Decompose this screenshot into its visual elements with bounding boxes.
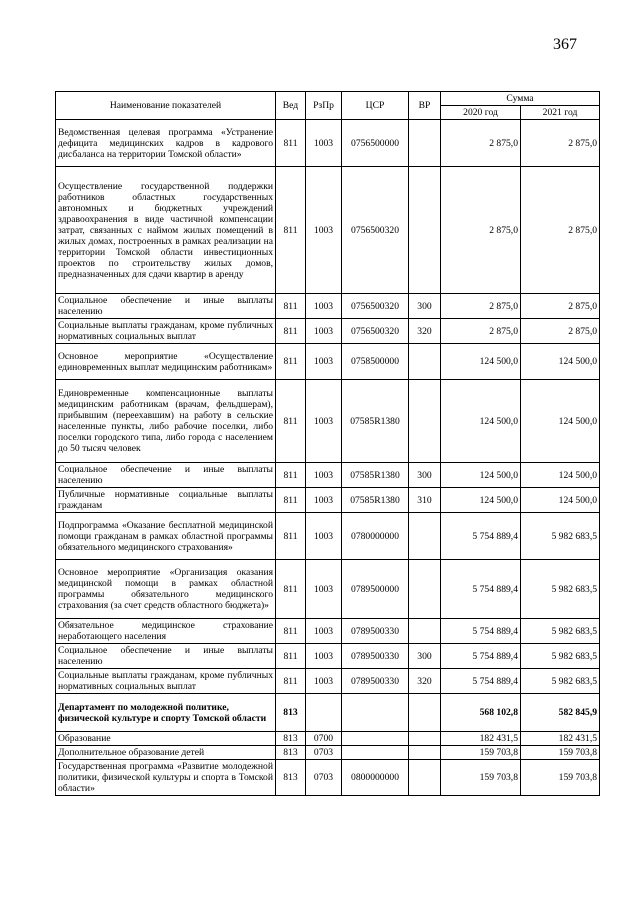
row-amount-2021: 2 875,0 xyxy=(521,167,600,294)
row-amount-2021: 159 703,8 xyxy=(521,760,600,796)
row-vr xyxy=(409,760,441,796)
row-amount-2020: 2 875,0 xyxy=(441,167,521,294)
header-sum: Сумма xyxy=(441,92,600,106)
table-row xyxy=(56,560,600,619)
row-csr: 0780000000 xyxy=(342,513,409,560)
row-rzpr: 1003 xyxy=(306,167,342,294)
row-rzpr: 1003 xyxy=(306,644,342,669)
row-rzpr: 0703 xyxy=(306,760,342,796)
table-header-row xyxy=(56,92,600,106)
row-rzpr: 1003 xyxy=(306,619,342,644)
row-csr: 0758500000 xyxy=(342,344,409,380)
row-amount-2020: 568 102,8 xyxy=(441,694,521,732)
row-amount-2021: 124 500,0 xyxy=(521,488,600,513)
table-row xyxy=(56,644,600,669)
table-row xyxy=(56,319,600,344)
row-rzpr: 1003 xyxy=(306,294,342,319)
row-ved: 813 xyxy=(276,694,306,732)
row-ved: 811 xyxy=(276,644,306,669)
row-name: Публичные нормативные социальные выплаты гражданам xyxy=(56,488,276,513)
row-ved: 811 xyxy=(276,560,306,619)
row-vr: 320 xyxy=(409,319,441,344)
row-csr: 0789500330 xyxy=(342,669,409,694)
row-amount-2021: 2 875,0 xyxy=(521,294,600,319)
row-name: Подпрограмма «Оказание бесплатной медицинской помощи гражданам в рамках областной программы обязательного медицинского страхования» xyxy=(56,513,276,560)
row-amount-2020: 2 875,0 xyxy=(441,319,521,344)
row-csr: 0756500000 xyxy=(342,120,409,167)
row-amount-2020: 5 754 889,4 xyxy=(441,560,521,619)
row-name: Образование xyxy=(56,732,276,746)
row-ved: 811 xyxy=(276,488,306,513)
row-rzpr: 1003 xyxy=(306,319,342,344)
row-rzpr: 0700 xyxy=(306,732,342,746)
row-csr xyxy=(342,746,409,760)
row-ved: 811 xyxy=(276,344,306,380)
row-ved: 813 xyxy=(276,732,306,746)
row-rzpr: 1003 xyxy=(306,669,342,694)
row-amount-2021: 124 500,0 xyxy=(521,463,600,488)
row-name: Социальное обеспечение и иные выплаты населению xyxy=(56,644,276,669)
row-name: Ведомственная целевая программа «Устранение дефицита медицинских кадров в кадрового дисбаланса на территории Томской области» xyxy=(56,120,276,167)
budget-table xyxy=(55,91,600,796)
row-vr xyxy=(409,513,441,560)
row-rzpr: 1003 xyxy=(306,344,342,380)
row-amount-2021: 5 982 683,5 xyxy=(521,560,600,619)
header-ved: Вед xyxy=(276,92,306,120)
row-amount-2020: 182 431,5 xyxy=(441,732,521,746)
row-name: Социальное обеспечение и иные выплаты населению xyxy=(56,294,276,319)
table-row xyxy=(56,513,600,560)
row-amount-2020: 2 875,0 xyxy=(441,120,521,167)
row-amount-2020: 124 500,0 xyxy=(441,488,521,513)
header-year-2020: 2020 год xyxy=(441,106,521,120)
header-vr: ВР xyxy=(409,92,441,120)
row-vr: 300 xyxy=(409,463,441,488)
header-rzpr: РзПр xyxy=(306,92,342,120)
table-row xyxy=(56,167,600,294)
row-amount-2021: 182 431,5 xyxy=(521,732,600,746)
row-amount-2021: 5 982 683,5 xyxy=(521,644,600,669)
table-row xyxy=(56,760,600,796)
table-row xyxy=(56,120,600,167)
row-name: Государственная программа «Развитие молодежной политики, физической культуры и спорта в Томской области» xyxy=(56,760,276,796)
row-csr: 07585R1380 xyxy=(342,488,409,513)
row-amount-2020: 5 754 889,4 xyxy=(441,644,521,669)
row-ved: 811 xyxy=(276,513,306,560)
row-vr xyxy=(409,167,441,294)
row-csr xyxy=(342,694,409,732)
row-amount-2021: 5 982 683,5 xyxy=(521,513,600,560)
row-amount-2020: 159 703,8 xyxy=(441,760,521,796)
header-name: Наименование показателей xyxy=(56,92,276,120)
row-ved: 811 xyxy=(276,319,306,344)
row-csr: 0756500320 xyxy=(342,294,409,319)
row-name: Основное мероприятие «Осуществление единовременных выплат медицинским работникам» xyxy=(56,344,276,380)
row-name: Департамент по молодежной политике, физической культуре и спорту Томской области xyxy=(56,694,276,732)
row-ved: 811 xyxy=(276,120,306,167)
row-ved: 811 xyxy=(276,619,306,644)
row-name: Осуществление государственной поддержки работников областных государственных автономных и бюджетных учреждений здравоохранения в виде частичной компенсации затрат, связанных с наймом жилых помещений в жилых домах, построенных в рамках реализации на территории Томской области инвестиционных проектов по строительству жилых домов, предназначенных для сдачи квартир в аренду xyxy=(56,167,276,294)
row-rzpr: 1003 xyxy=(306,380,342,463)
row-csr xyxy=(342,732,409,746)
table-row xyxy=(56,344,600,380)
row-vr xyxy=(409,619,441,644)
row-vr xyxy=(409,120,441,167)
table-row xyxy=(56,619,600,644)
table-row xyxy=(56,488,600,513)
row-vr xyxy=(409,694,441,732)
row-name: Социальное обеспечение и иные выплаты населению xyxy=(56,463,276,488)
row-name: Единовременные компенсационные выплаты медицинским работникам (врачам, фельдшерам), прибывшим (переехавшим) на работу в сельские населенные пункты, либо рабочие поселки, либо поселки городского типа, либо города с населением до 50 тысяч человек xyxy=(56,380,276,463)
row-rzpr: 0703 xyxy=(306,746,342,760)
row-csr: 0789500000 xyxy=(342,560,409,619)
row-vr xyxy=(409,344,441,380)
row-vr xyxy=(409,732,441,746)
row-amount-2020: 5 754 889,4 xyxy=(441,513,521,560)
row-ved: 813 xyxy=(276,760,306,796)
table-row xyxy=(56,380,600,463)
row-rzpr: 1003 xyxy=(306,560,342,619)
row-csr: 07585R1380 xyxy=(342,380,409,463)
row-amount-2021: 159 703,8 xyxy=(521,746,600,760)
row-amount-2020: 159 703,8 xyxy=(441,746,521,760)
row-ved: 811 xyxy=(276,294,306,319)
row-vr: 300 xyxy=(409,644,441,669)
row-vr xyxy=(409,380,441,463)
row-amount-2020: 124 500,0 xyxy=(441,463,521,488)
table-row xyxy=(56,746,600,760)
row-ved: 811 xyxy=(276,167,306,294)
header-csr: ЦСР xyxy=(342,92,409,120)
row-csr: 0756500320 xyxy=(342,319,409,344)
row-csr: 0756500320 xyxy=(342,167,409,294)
row-amount-2020: 5 754 889,4 xyxy=(441,669,521,694)
row-vr xyxy=(409,560,441,619)
row-ved: 811 xyxy=(276,380,306,463)
header-year-2021: 2021 год xyxy=(521,106,600,120)
row-name: Социальные выплаты гражданам, кроме публичных нормативных социальных выплат xyxy=(56,319,276,344)
row-rzpr: 1003 xyxy=(306,463,342,488)
row-ved: 811 xyxy=(276,463,306,488)
table-row xyxy=(56,463,600,488)
row-amount-2021: 124 500,0 xyxy=(521,380,600,463)
row-name: Обязательное медицинское страхование неработающего населения xyxy=(56,619,276,644)
row-csr: 0789500330 xyxy=(342,619,409,644)
row-csr: 0789500330 xyxy=(342,644,409,669)
row-rzpr: 1003 xyxy=(306,488,342,513)
row-vr xyxy=(409,746,441,760)
row-ved: 813 xyxy=(276,746,306,760)
row-name: Социальные выплаты гражданам, кроме публичных нормативных социальных выплат xyxy=(56,669,276,694)
row-name: Дополнительное образование детей xyxy=(56,746,276,760)
table-row xyxy=(56,694,600,732)
page-number: 367 xyxy=(553,36,577,53)
row-amount-2021: 582 845,9 xyxy=(521,694,600,732)
table-row xyxy=(56,669,600,694)
row-amount-2020: 5 754 889,4 xyxy=(441,619,521,644)
row-rzpr: 1003 xyxy=(306,513,342,560)
row-name: Основное мероприятие «Организация оказания медицинской помощи в рамках областной программы обязательного медицинского страхования (за счет средств областного бюджета)» xyxy=(56,560,276,619)
table-body xyxy=(56,120,600,796)
row-vr: 310 xyxy=(409,488,441,513)
row-amount-2020: 124 500,0 xyxy=(441,380,521,463)
row-csr: 0800000000 xyxy=(342,760,409,796)
row-csr: 07585R1380 xyxy=(342,463,409,488)
row-amount-2021: 5 982 683,5 xyxy=(521,619,600,644)
row-rzpr: 1003 xyxy=(306,120,342,167)
row-rzpr xyxy=(306,694,342,732)
row-amount-2021: 5 982 683,5 xyxy=(521,669,600,694)
row-amount-2021: 2 875,0 xyxy=(521,319,600,344)
row-amount-2021: 2 875,0 xyxy=(521,120,600,167)
row-amount-2021: 124 500,0 xyxy=(521,344,600,380)
row-ved: 811 xyxy=(276,669,306,694)
row-amount-2020: 124 500,0 xyxy=(441,344,521,380)
row-vr: 300 xyxy=(409,294,441,319)
row-vr: 320 xyxy=(409,669,441,694)
table-row xyxy=(56,732,600,746)
row-amount-2020: 2 875,0 xyxy=(441,294,521,319)
table-row xyxy=(56,294,600,319)
